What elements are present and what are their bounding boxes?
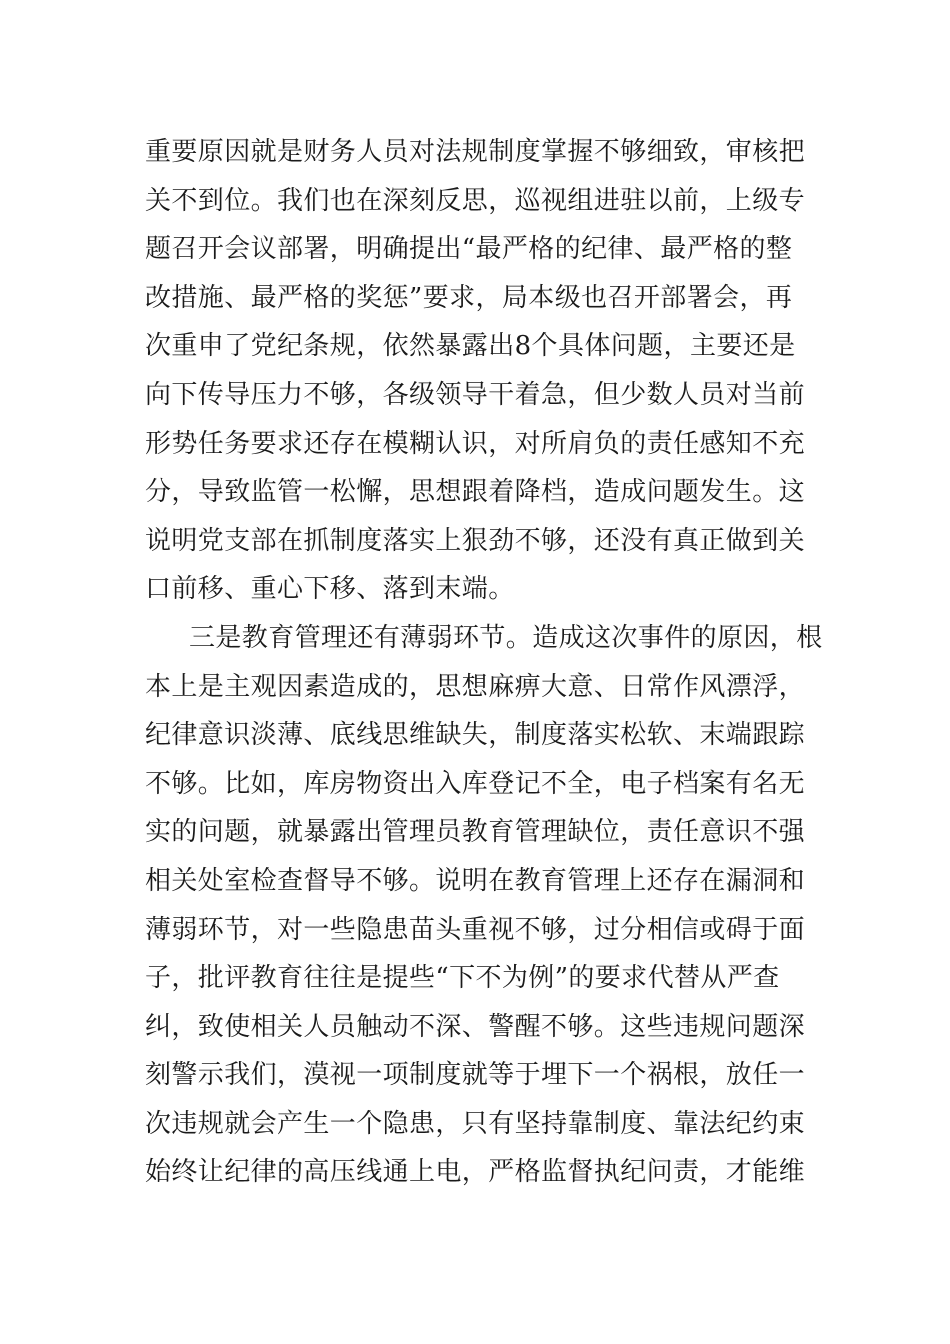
- text-line: 向下传导压力不够，各级领导干着急，但少数人员对当前: [145, 379, 806, 410]
- text-line: 实的问题，就暴露出管理员教育管理缺位，责任意识不强: [145, 817, 806, 848]
- text-line: 不够。比如，库房物资出入库登记不全，电子档案有名无: [145, 768, 806, 799]
- text-line: 形势任务要求还存在模糊认识，对所肩负的责任感知不充: [145, 428, 806, 459]
- text-line: 子，批评教育往往是提些“下不为例”的要求代替从严查: [145, 963, 780, 994]
- text-line: 说明党支部在抓制度落实上狠劲不够，还没有真正做到关: [145, 525, 806, 556]
- text-line: 次重申了党纪条规，依然暴露出8个具体问题，主要还是: [145, 331, 796, 362]
- text-line: 次违规就会产生一个隐患，只有坚持靠制度、靠法纪约束: [145, 1108, 806, 1139]
- text-line: 题召开会议部署，明确提出“最严格的纪律、最严格的整: [145, 234, 793, 265]
- text-line: 始终让纪律的高压线通上电，严格监督执纪问责，才能维: [145, 1157, 806, 1188]
- text-line: 纠，致使相关人员触动不深、警醒不够。这些违规问题深: [145, 1011, 806, 1042]
- text-line: 纪律意识淡薄、底线思维缺失，制度落实松软、末端跟踪: [145, 720, 806, 751]
- text-line: 重要原因就是财务人员对法规制度掌握不够细致，审核把: [145, 137, 806, 167]
- text-line: 刻警示我们，漠视一项制度就等于埋下一个祸根，放任一: [145, 1060, 806, 1091]
- text-line: 改措施、最严格的奖惩”要求，局本级也召开部署会，再: [145, 282, 793, 313]
- text-line: 本上是主观因素造成的，思想麻痹大意、日常作风漂浮，: [145, 671, 806, 702]
- text-line: 分，导致监管一松懈，思想跟着降档，造成问题发生。这: [145, 477, 806, 508]
- text-line: 关不到位。我们也在深刻反思，巡视组进驻以前，上级专: [145, 185, 806, 216]
- paragraph-first-line: 三是教育管理还有薄弱环节。造成这次事件的原因，根: [189, 622, 823, 653]
- document-body: [145, 128, 823, 1197]
- text-line: 薄弱环节，对一些隐患苗头重视不够，过分相信或碍于面: [145, 914, 806, 945]
- text-line: 相关处室检查督导不够。说明在教育管理上还存在漏洞和: [145, 865, 806, 896]
- text-line: 口前移、重心下移、落到末端。: [145, 574, 515, 605]
